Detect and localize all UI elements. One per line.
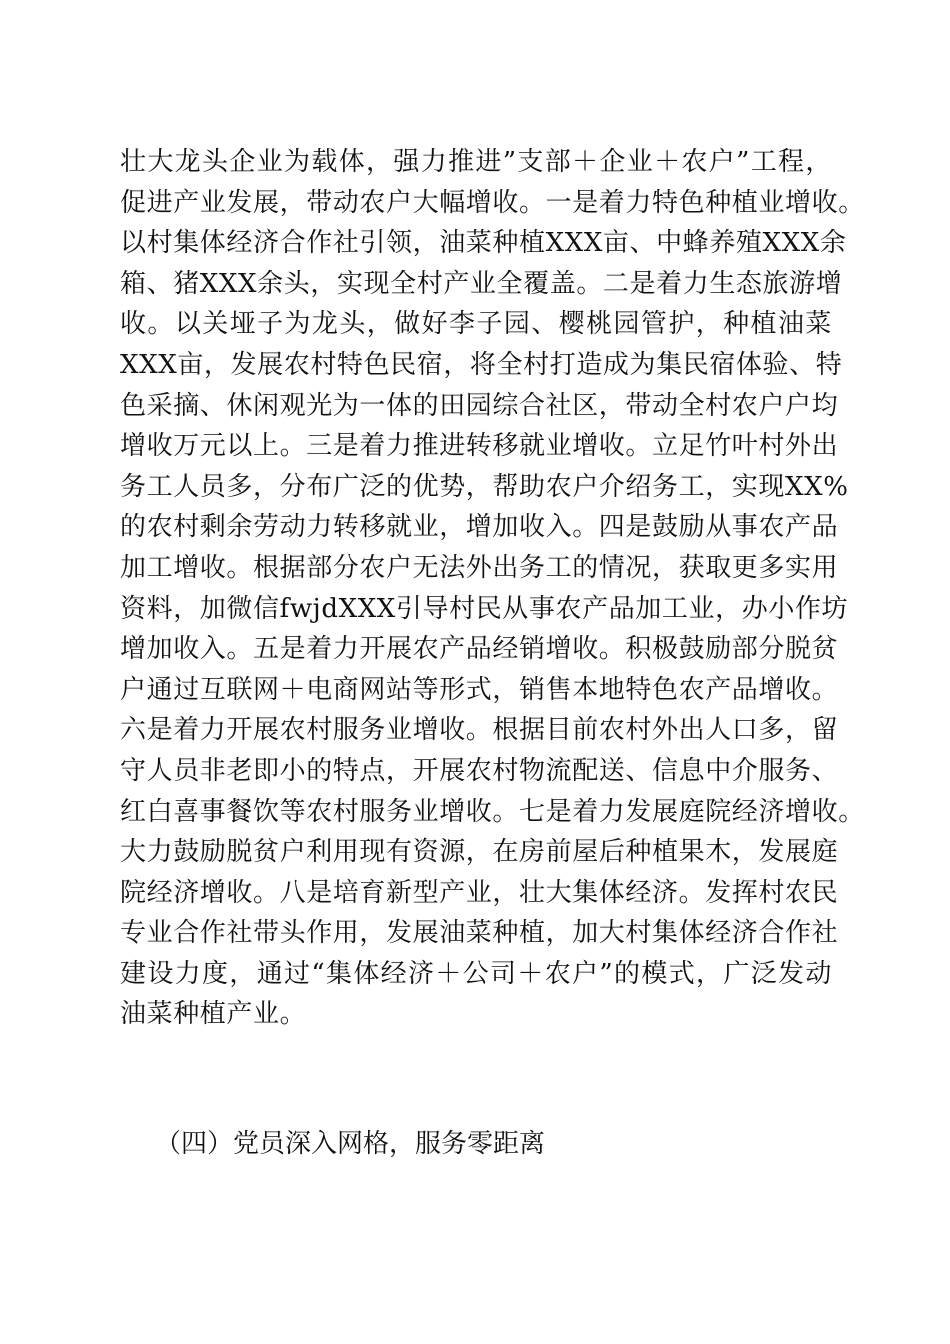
paragraph-line: 促进产业发展，带动农户大幅增收。一是着力特色种植业增收。 (120, 187, 865, 218)
paragraph-line: XXX亩，发展农村特色民宿，将全村打造成为集民宿体验、特 (120, 349, 843, 380)
paragraph-line: 红白喜事餐饮等农村服务业增收。七是着力发展庭院经济增收。 (120, 796, 865, 827)
paragraph-line: 守人员非老即小的特点，开展农村物流配送、信息中介服务、 (120, 755, 839, 786)
paragraph-line: 以村集体经济合作社引领，油菜种植XXX亩、中蜂养殖XXX余 (120, 228, 847, 259)
paragraph-line: 增加收入。五是着力开展农产品经销增收。积极鼓励部分脱贫 (120, 634, 839, 665)
paragraph-line: 收。以关垭子为龙头，做好李子园、樱桃园管护，种植油菜 (120, 309, 832, 340)
paragraph-line: 加工增收。根据部分农户无法外出务工的情况，获取更多实用 (120, 552, 839, 583)
paragraph-line: 资料，加微信fwjdXXX引导村民从事农产品加工业，办小作坊 (120, 593, 849, 624)
paragraph-line: 户通过互联网＋电商网站等形式，销售本地特色农产品增收。 (120, 674, 839, 705)
paragraph-line: 壮大龙头企业为载体，强力推进”支部＋企业＋农户”工程， (120, 147, 832, 177)
paragraph-line: 六是着力开展农村服务业增收。根据目前农村外出人口多，留 (120, 715, 839, 746)
paragraph-line: 色采摘、休闲观光为一体的田园综合社区，带动全村农户户均 (120, 390, 839, 421)
paragraph-line: 增收万元以上。三是着力推进转移就业增收。立足竹叶村外出 (120, 431, 839, 462)
paragraph-line: 务工人员多，分布广泛的优势，帮助农户介绍务工，实现XX% (120, 471, 849, 502)
paragraph-line: 油菜种植产业。 (120, 999, 307, 1030)
paragraph-line: 的农村剩余劳动力转移就业，增加收入。四是鼓励从事农产品 (120, 512, 839, 543)
paragraph-line: 专业合作社带头作用，发展油菜种植，加大村集体经济合作社 (120, 918, 839, 949)
paragraph-line: 大力鼓励脱贫户利用现有资源，在房前屋后种植果木，发展庭 (120, 837, 839, 868)
paragraph-line: 建设力度，通过“集体经济＋公司＋农户”的模式，广泛发动 (120, 958, 832, 989)
section-heading: （四）党员深入网格，服务零距离 (155, 1129, 546, 1159)
paragraph-line: 箱、猪XXX余头，实现全村产业全覆盖。二是着力生态旅游增 (120, 268, 843, 299)
paragraph-line: 院经济增收。八是培育新型产业，壮大集体经济。发挥村农民 (120, 877, 839, 908)
body-paragraph (120, 142, 865, 1035)
